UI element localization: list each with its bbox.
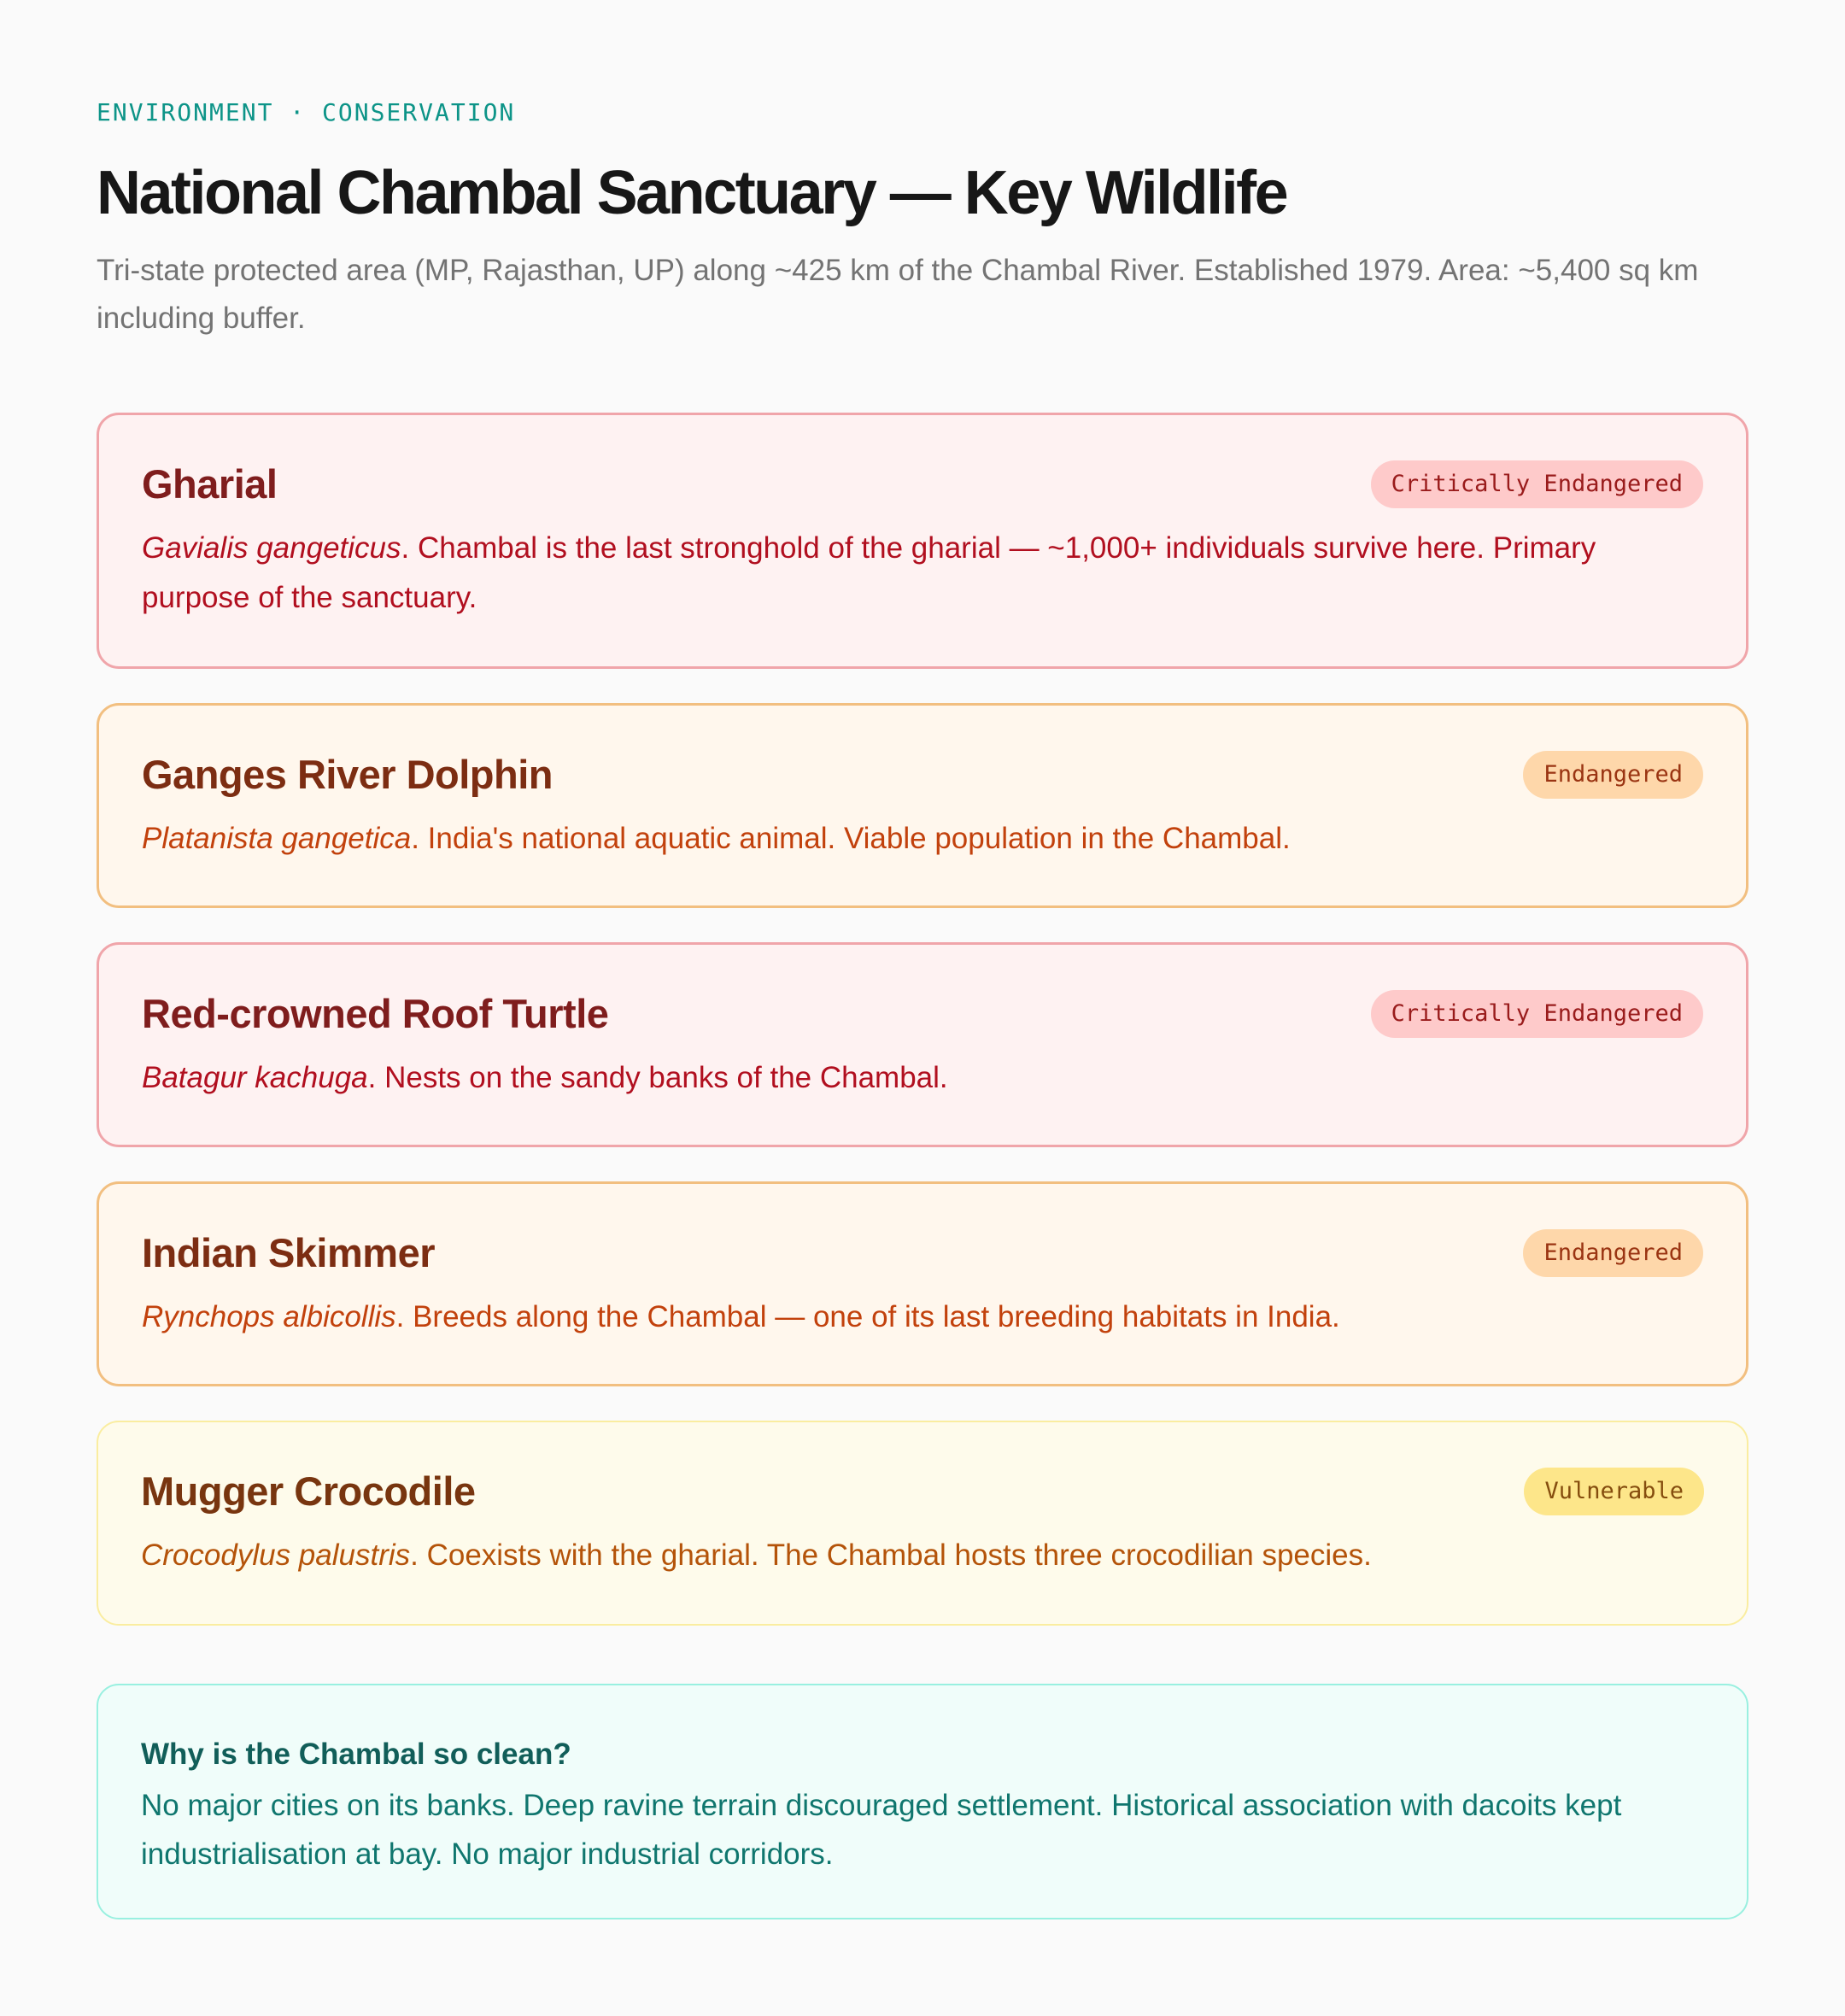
species-description xyxy=(142,1053,1703,1103)
species-notes: . Breeds along the Chambal — one of its last breeding habitats in India. xyxy=(395,1300,1340,1333)
callout-body: No major cities on its banks. Deep ravine terrain discouraged settlement. Historical association with dacoits kept industrialisation at bay. No major industrial corridors. xyxy=(141,1789,1622,1871)
scientific-name: Rynchops albicollis xyxy=(142,1300,396,1333)
species-description xyxy=(142,814,1703,864)
species-card-mugger-crocodile xyxy=(97,1421,1748,1626)
scientific-name: Platanista gangetica xyxy=(142,822,412,855)
species-notes: . Chambal is the last stronghold of the gharial — ~1,000+ individuals survive here. Primary purpose of the sanctuary. xyxy=(142,531,1596,614)
info-callout xyxy=(97,1684,1748,1919)
species-card-header xyxy=(142,747,1703,802)
species-card-red-crowned-roof-turtle xyxy=(97,942,1748,1147)
species-card-header xyxy=(142,457,1703,512)
status-badge: Critically Endangered xyxy=(1371,460,1703,508)
species-name: Red-crowned Roof Turtle xyxy=(142,991,609,1036)
callout-title: Why is the Chambal so clean? xyxy=(141,1738,571,1771)
species-name: Ganges River Dolphin xyxy=(142,752,553,797)
species-name: Gharial xyxy=(142,461,278,507)
status-badge: Endangered xyxy=(1523,751,1703,799)
category-eyebrow: ENVIRONMENT · CONSERVATION xyxy=(97,98,516,126)
species-name: Indian Skimmer xyxy=(142,1230,435,1275)
scientific-name: Batagur kachuga xyxy=(142,1061,368,1094)
species-notes: . India's national aquatic animal. Viable population in the Chambal. xyxy=(411,822,1291,855)
page-subtitle: Tri-state protected area (MP, Rajasthan, UP) along ~425 km of the Chambal River. Established 1979. Area: ~5,400 sq km including buffer. xyxy=(97,254,1699,335)
species-card-ganges-river-dolphin xyxy=(97,703,1748,908)
status-badge: Endangered xyxy=(1523,1229,1703,1277)
scientific-name: Gavialis gangeticus xyxy=(142,531,401,565)
species-name: Mugger Crocodile xyxy=(141,1468,476,1514)
species-card-header xyxy=(141,1464,1704,1519)
species-notes: . Coexists with the gharial. The Chambal hosts three crocodilian species. xyxy=(410,1538,1372,1572)
species-description xyxy=(142,524,1703,623)
page-title: National Chambal Sanctuary — Key Wildlife xyxy=(97,159,1287,227)
species-list xyxy=(97,413,1748,1626)
species-description xyxy=(141,1531,1704,1580)
status-badge: Vulnerable xyxy=(1524,1468,1704,1515)
species-card-header xyxy=(142,1226,1703,1281)
species-notes: . Nests on the sandy banks of the Chambal. xyxy=(367,1061,948,1094)
species-card-indian-skimmer xyxy=(97,1181,1748,1386)
scientific-name: Crocodylus palustris xyxy=(141,1538,411,1572)
status-badge: Critically Endangered xyxy=(1371,990,1703,1038)
species-card-gharial xyxy=(97,413,1748,669)
species-description xyxy=(142,1292,1703,1342)
species-card-header xyxy=(142,987,1703,1041)
